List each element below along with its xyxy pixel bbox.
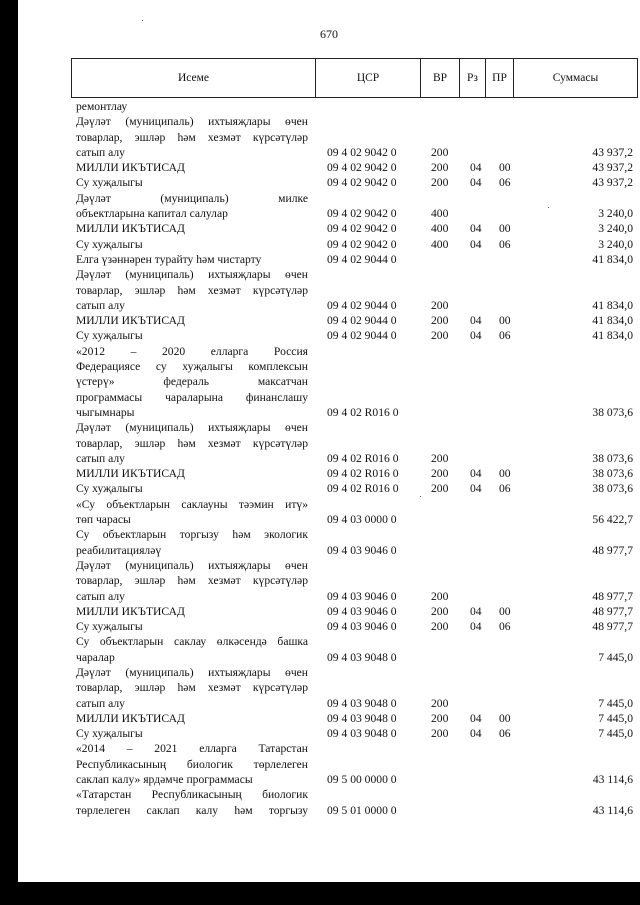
cell-sum: 7 445,0 [598,696,633,710]
cell-sum: 38 073,6 [592,405,633,419]
cell-vr: 200 [431,482,449,496]
cell-name: товарлар, эшләр һәм хезмәт күрсәтүләр [76,681,308,695]
cell-name: Су объектларын саклау өлкәсендә башка [76,635,308,649]
table-row [18,374,640,389]
cell-vr: 200 [431,145,449,159]
cell-csr: 09 4 02 R016 0 [327,451,399,465]
cell-rz: 04 [470,314,482,328]
table-row [18,252,640,267]
cell-csr: 09 4 02 9042 0 [327,145,397,159]
table-row [18,298,640,313]
cell-sum: 3 240,0 [598,222,633,236]
table-row [18,283,640,298]
cell-sum: 43 114,6 [592,803,633,817]
cell-sum: 7 445,0 [598,711,633,725]
cell-sum: 43 937,2 [592,176,633,190]
table-row [18,650,640,665]
cell-name: МИЛЛИ ИКЪТИСАД [76,711,185,725]
cell-name: чаралар [76,650,115,664]
cell-name: Су хуҗалыгы [76,329,143,343]
cell-vr: 200 [431,696,449,710]
cell-pr: 06 [499,237,511,251]
cell-name: МИЛЛИ ИКЪТИСАД [76,467,185,481]
cell-csr: 09 5 00 0000 0 [327,773,397,787]
column-header-name: Исеме [72,59,316,98]
cell-vr: 200 [431,161,449,175]
table-row [18,390,640,405]
cell-vr: 400 [431,222,449,236]
cell-name: Су хуҗалыгы [76,727,143,741]
table-row [18,619,640,634]
cell-name: төп чарасы [76,513,131,527]
cell-sum: 43 937,2 [592,161,633,175]
cell-rz: 04 [470,222,482,236]
cell-csr: 09 4 02 R016 0 [327,482,399,496]
cell-rz: 04 [470,482,482,496]
table-body [18,99,640,818]
cell-name: Дәүләт (муниципаль) ихтыяҗлары өчен [76,558,308,572]
cell-name: Дәүләт (муниципаль) ихтыяҗлары өчен [76,115,308,129]
table-row [18,99,640,114]
cell-csr: 09 4 03 9048 0 [327,711,397,725]
table-row [18,527,640,542]
table-row [18,420,640,435]
cell-pr: 00 [499,161,511,175]
table-row [18,665,640,680]
cell-name: чыгымнары [76,405,135,419]
cell-csr: 09 4 02 9044 0 [327,298,397,312]
table-row [18,481,640,496]
cell-csr: 09 4 02 9042 0 [327,176,397,190]
cell-vr: 200 [431,298,449,312]
cell-rz: 04 [470,329,482,343]
cell-sum: 3 240,0 [598,237,633,251]
cell-vr: 200 [431,711,449,725]
cell-sum: 41 834,0 [592,329,633,343]
cell-rz: 04 [470,467,482,481]
cell-name: МИЛЛИ ИКЪТИСАД [76,604,185,618]
scan-speck [142,20,143,21]
cell-rz: 04 [470,176,482,190]
cell-csr: 09 4 03 9048 0 [327,696,397,710]
cell-sum: 7 445,0 [598,727,633,741]
table-row [18,696,640,711]
cell-name: МИЛЛИ ИКЪТИСАД [76,161,185,175]
cell-pr: 00 [499,604,511,618]
cell-name: Республикасының биологик төрлелеген [76,757,308,771]
cell-sum: 43 114,6 [592,773,633,787]
cell-name: үстерү» федераль максатчан [76,375,308,389]
cell-vr: 400 [431,207,449,221]
cell-name: программасы чараларына финанслашу [76,390,308,404]
cell-name: товарлар, эшләр һәм хезмәт күрсәтүләр [76,574,308,588]
column-header-vr: ВР [421,59,460,98]
table-row [18,726,640,741]
scan-speck [420,496,421,497]
cell-name: сатып алу [76,696,125,710]
cell-name: «Су объектларын саклауны тәэмин итү» [76,497,308,511]
cell-csr: 09 4 02 R016 0 [327,405,399,419]
cell-vr: 200 [431,314,449,328]
table-row [18,604,640,619]
cell-sum: 48 977,7 [592,620,633,634]
cell-sum: 48 977,7 [592,589,633,603]
table-row [18,175,640,190]
cell-name: МИЛЛИ ИКЪТИСАД [76,314,185,328]
cell-csr: 09 4 03 9048 0 [327,650,397,664]
cell-rz: 04 [470,604,482,618]
cell-name: Дәүләт (муниципаль) ихтыяҗлары өчен [76,268,308,282]
cell-name: МИЛЛИ ИКЪТИСАД [76,222,185,236]
cell-rz: 04 [470,620,482,634]
table-row [18,328,640,343]
cell-name: сатып алу [76,589,125,603]
table-row [18,160,640,175]
cell-name: Дәүләт (муниципаль) ихтыяҗлары өчен [76,421,308,435]
cell-vr: 200 [431,467,449,481]
cell-pr: 06 [499,727,511,741]
cell-name: Су хуҗалыгы [76,620,143,634]
cell-vr: 200 [431,176,449,190]
cell-name: «Татарстан Республикасының биологик [76,788,308,802]
cell-csr: 09 4 03 9048 0 [327,727,397,741]
cell-pr: 00 [499,314,511,328]
cell-csr: 09 4 03 9046 0 [327,543,397,557]
column-header-sum: Суммасы [514,59,638,98]
cell-name: товарлар, эшләр һәм хезмәт күрсәтүләр [76,283,308,297]
table-row [18,741,640,756]
cell-pr: 00 [499,467,511,481]
table-row [18,237,640,252]
page-number: 670 [320,27,338,41]
cell-name: Дәүләт (муниципаль) милке [76,191,308,205]
cell-vr: 400 [431,237,449,251]
cell-csr: 09 4 02 9042 0 [327,237,397,251]
cell-name: төрлелеген саклап калу һәм торгызу [76,803,308,817]
cell-vr: 200 [431,329,449,343]
cell-csr: 09 4 02 9044 0 [327,314,397,328]
column-header-csr: ЦСР [316,59,421,98]
table-row [18,558,640,573]
table-row [18,191,640,206]
table-row [18,206,640,221]
cell-sum: 7 445,0 [598,650,633,664]
table-row [18,466,640,481]
cell-name: реабилитацияләү [76,543,162,557]
cell-csr: 09 4 02 9044 0 [327,252,397,266]
cell-csr: 09 4 03 9046 0 [327,604,397,618]
cell-rz: 04 [470,711,482,725]
cell-name: сатып алу [76,451,125,465]
cell-name: ремонтлау [76,100,128,113]
cell-name: Федерациясе су хуҗалыгы комплексын [76,360,308,374]
column-header-pr: ПР [486,59,514,98]
cell-pr: 06 [499,176,511,190]
cell-rz: 04 [470,161,482,175]
cell-vr: 200 [431,451,449,465]
table-row [18,634,640,649]
cell-name: Елга үзәннәрен турайту һәм чистарту [76,252,262,266]
table-row [18,680,640,695]
table-row [18,114,640,129]
table-row [18,436,640,451]
document-page [18,0,640,882]
cell-name: «2014 – 2021 елларга Татарстан [76,742,308,756]
cell-sum: 41 834,0 [592,298,633,312]
cell-csr: 09 4 03 9046 0 [327,589,397,603]
cell-rz: 04 [470,237,482,251]
cell-sum: 38 073,6 [592,467,633,481]
table-row [18,497,640,512]
table-row [18,451,640,466]
table-row [18,787,640,802]
cell-pr: 06 [499,329,511,343]
cell-vr: 200 [431,589,449,603]
table-row [18,711,640,726]
cell-name: товарлар, эшләр һәм хезмәт күрсәтүләр [76,436,308,450]
cell-csr: 09 5 01 0000 0 [327,803,397,817]
table-row [18,589,640,604]
cell-csr: 09 4 02 9042 0 [327,161,397,175]
cell-pr: 00 [499,711,511,725]
table-row [18,803,640,818]
table-row [18,344,640,359]
column-header-rz: Рз [460,59,486,98]
table-row [18,221,640,236]
scan-speck [548,207,549,208]
cell-name: Су хуҗалыгы [76,176,143,190]
cell-csr: 09 4 03 9046 0 [327,620,397,634]
cell-sum: 56 422,7 [592,513,633,527]
table-header [71,58,638,98]
table-row [18,772,640,787]
cell-name: объектларына капитал салулар [76,207,228,221]
cell-csr: 09 4 03 0000 0 [327,513,397,527]
cell-name: Дәүләт (муниципаль) ихтыяҗлары өчен [76,665,308,679]
cell-sum: 48 977,7 [592,604,633,618]
cell-pr: 06 [499,620,511,634]
cell-sum: 41 834,0 [592,314,633,328]
table-row [18,313,640,328]
table-row [18,573,640,588]
table-row [18,359,640,374]
table-row [18,267,640,282]
cell-pr: 06 [499,482,511,496]
table-row [18,512,640,527]
cell-vr: 200 [431,604,449,618]
table-row [18,757,640,772]
cell-csr: 09 4 02 9042 0 [327,222,397,236]
cell-name: сатып алу [76,298,125,312]
cell-name: саклап калу» ярдәмче программасы [76,773,253,787]
cell-rz: 04 [470,727,482,741]
cell-csr: 09 4 02 R016 0 [327,467,399,481]
cell-name: «2012 – 2020 елларга Россия [76,344,308,358]
cell-pr: 00 [499,222,511,236]
table-row [18,130,640,145]
cell-sum: 48 977,7 [592,543,633,557]
cell-sum: 43 937,2 [592,145,633,159]
cell-vr: 200 [431,620,449,634]
cell-name: Су объектларын торгызу һәм экологик [76,528,308,542]
cell-sum: 3 240,0 [598,207,633,221]
cell-csr: 09 4 02 9042 0 [327,207,397,221]
cell-sum: 38 073,6 [592,451,633,465]
cell-sum: 41 834,0 [592,252,633,266]
table-row [18,405,640,420]
cell-name: сатып алу [76,145,125,159]
cell-name: Су хуҗалыгы [76,237,143,251]
cell-csr: 09 4 02 9044 0 [327,329,397,343]
table-row [18,543,640,558]
cell-name: товарлар, эшләр һәм хезмәт күрсәтүләр [76,130,308,144]
cell-name: Су хуҗалыгы [76,482,143,496]
cell-sum: 38 073,6 [592,482,633,496]
cell-vr: 200 [431,727,449,741]
table-row [18,145,640,160]
